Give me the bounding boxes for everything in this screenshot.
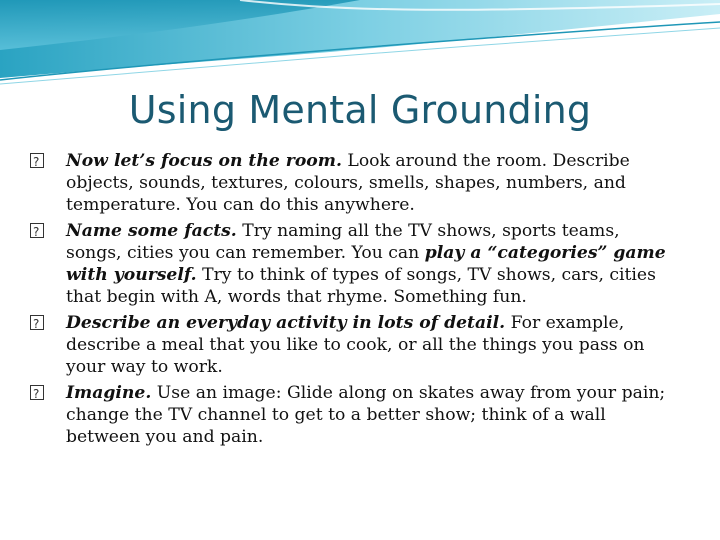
bullet-lead: Describe an everyday activity in lots of detail. (66, 313, 506, 333)
bullet-lead: Name some facts. (66, 221, 237, 241)
decorative-wave-header (0, 0, 720, 90)
bullet-text: Try to think of types of songs, TV shows, cars, cities that begin with A, words that rhyme. Something fun. (66, 265, 656, 307)
list-item (30, 150, 680, 216)
missing-glyph-bullet-icon (30, 315, 44, 330)
bullet-text: Try naming all the TV shows, sports teams, songs, cities you can remember. You can (66, 221, 620, 263)
bullet-lead: Now let’s focus on the room. (66, 151, 342, 171)
missing-glyph-bullet-icon (30, 153, 44, 168)
missing-glyph-bullet-icon (30, 223, 44, 238)
missing-glyph-bullet-icon (30, 385, 44, 400)
bullet-text: Use an image: Glide along on skates away from your pain; change the TV channel to get to a better show; think of a wall between you and pain. (66, 383, 666, 447)
list-item (30, 220, 680, 308)
bullet-text: For example, describe a meal that you like to cook, or all the things you pass on your way to work. (66, 313, 645, 377)
bullet-lead: Imagine. (66, 383, 152, 403)
bullet-emphasis: play a “categories” game with yourself. (66, 243, 666, 285)
bullet-text: Look around the room. Describe objects, sounds, textures, colours, smells, shapes, numbers, and temperature. You can do this anywhere. (66, 151, 630, 215)
bullet-list (30, 150, 680, 452)
list-item (30, 312, 680, 378)
slide-title: Using Mental Grounding (128, 88, 592, 132)
list-item (30, 382, 680, 448)
